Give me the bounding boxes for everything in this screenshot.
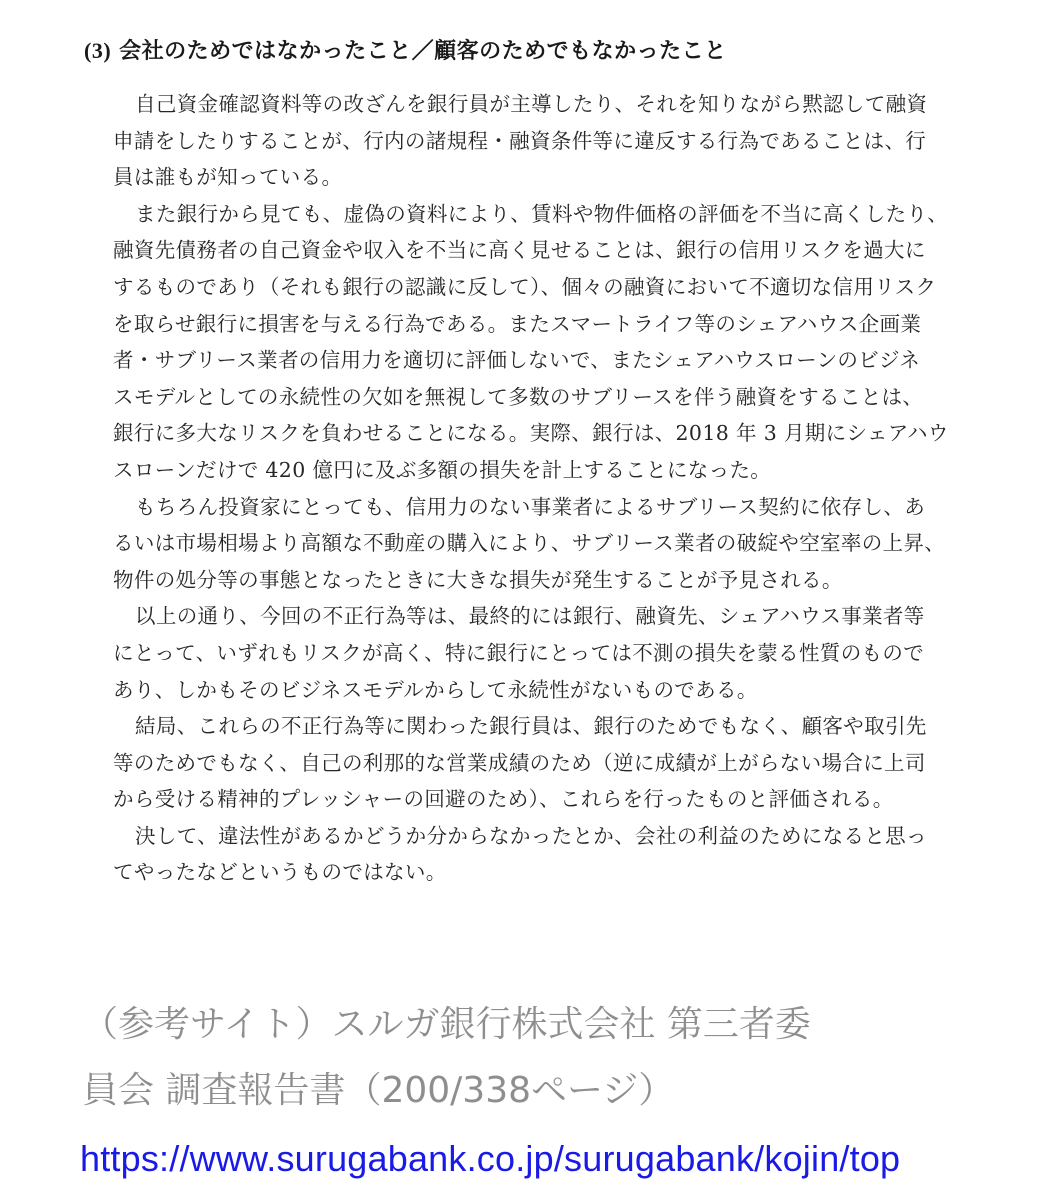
body-line: 員は誰もが知っている。 — [113, 165, 343, 190]
body-line: 物件の処分等の事態となったときに大きな損失が発生することが予見される。 — [113, 567, 843, 592]
body-line: てやったなどというものではない。 — [113, 860, 447, 885]
caption-line: 員会 調査報告書（200/338ページ） — [82, 1070, 675, 1111]
body-line: スモデルとしての永続性の欠如を無視して多数のサブリースを伴う融資をすることは、 — [113, 384, 924, 409]
body-line: るいは市場相場より高額な不動産の購入により、サブリース業者の破綻や空室率の上昇、 — [113, 531, 946, 556]
body-line: また銀行から見ても、虚偽の資料により、賃料や物件価格の評価を不当に高くしたり、 — [135, 201, 949, 226]
body-line: 結局、これらの不正行為等に関わった銀行員は、銀行のためでもなく、顧客や取引先 — [135, 714, 927, 739]
body-line: 融資先債務者の自己資金や収入を不当に高く見せることは、銀行の信用リスクを過大に — [113, 238, 926, 263]
body-line: にとって、いずれもリスクが高く、特に銀行にとっては不測の損失を蒙る性質のもので — [113, 640, 925, 665]
body-line: から受ける精神的プレッシャーの回避のため）、これらを行ったものと評価される。 — [113, 787, 894, 812]
section-number: (3) — [84, 38, 112, 63]
document-body — [113, 86, 963, 891]
body-line: あり、しかもそのビジネスモデルからして永続性がないものである。 — [113, 677, 758, 702]
body-line: スローンだけで 420 億円に及ぶ多額の損失を計上することになった。 — [113, 457, 772, 482]
section-heading — [84, 34, 727, 65]
body-line: 自己資金確認資料等の改ざんを銀行員が主導したり、それを知りながら黙認して融資 — [135, 92, 928, 116]
body-line: 申請をしたりすることが、行内の諸規程・融資条件等に違反する行為であることは、行 — [113, 128, 927, 153]
caption-line: （参考サイト）スルガ銀行株式会社 第三者委 — [82, 1004, 811, 1045]
body-line: 以上の通り、今回の不正行為等は、最終的には銀行、融資先、シェアハウス事業者等 — [135, 604, 925, 629]
section-title: 会社のためではなかったこと／顧客のためでもなかったこと — [119, 38, 727, 64]
body-line: 決して、違法性があるかどうか分からなかったとか、会社の利益のためになると思っ — [135, 823, 927, 848]
body-line: を取らせ銀行に損害を与える行為である。またスマートライフ等のシェアハウス企画業 — [113, 311, 922, 336]
body-line: するものであり（それも銀行の認識に反して）、個々の融資において不適切な信用リスク — [113, 274, 937, 299]
body-line: 銀行に多大なリスクを負わせることになる。実際、銀行は、2018 年 3 月期にシェアハウ — [113, 421, 949, 446]
source-link[interactable]: https://www.surugabank.co.jp/surugabank/kojin/top — [80, 1138, 901, 1179]
caption — [82, 992, 982, 1124]
body-line: 者・サブリース業者の信用力を適切に評価しないで、またシェアハウスローンのビジネ — [113, 348, 921, 373]
body-line: 等のためでもなく、自己の利那的な営業成績のため（逆に成績が上がらない場合に上司 — [113, 750, 926, 775]
body-line: もちろん投資家にとっても、信用力のない事業者によるサブリース契約に依存し、あ — [135, 494, 926, 519]
